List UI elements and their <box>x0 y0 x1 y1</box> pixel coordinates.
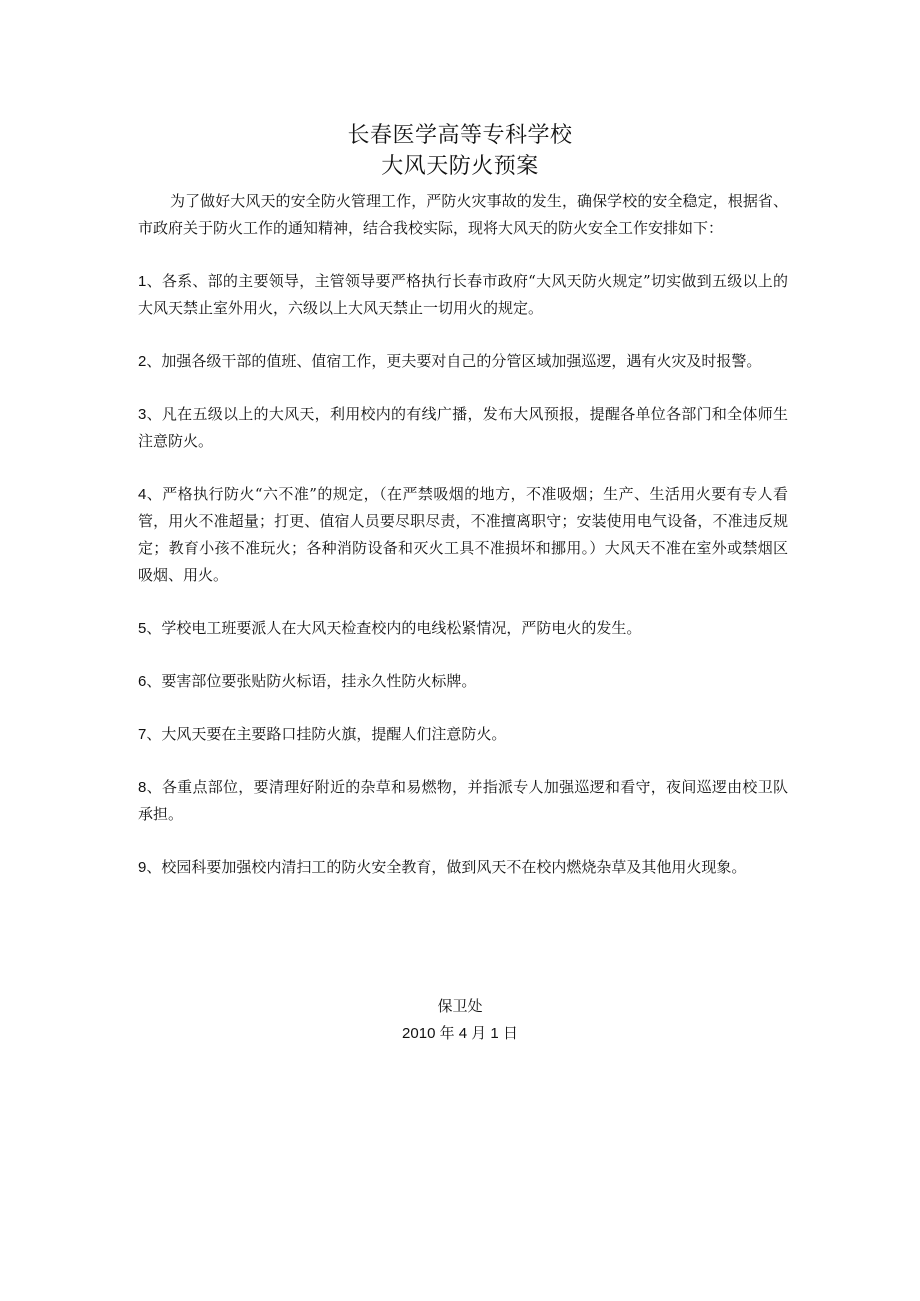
document-subtitle: 大风天防火预案 <box>381 154 539 179</box>
item-number: 2 <box>138 353 147 370</box>
item-text: 、学校电工班要派人在大风天检查校内的电线松紧情况，严防电火的发生。 <box>146 619 642 637</box>
item-number: 5 <box>138 620 147 637</box>
list-item-3 <box>138 401 788 455</box>
signature-block <box>0 992 920 1048</box>
item-text: 、要害部位要张贴防火标语，挂永久性防火标牌。 <box>146 672 477 690</box>
item-number: 6 <box>138 673 147 690</box>
document-body <box>138 188 788 881</box>
list-item-1 <box>138 268 788 322</box>
intro-paragraph: 为了做好大风天的安全防火管理工作，严防火灾事故的发生，确保学校的安全稳定，根据省、市政府关于防火工作的通知精神，结合我校实际，现将大风天的防火安全工作安排如下： <box>138 192 788 237</box>
item-number: 3 <box>138 406 147 423</box>
list-item-7 <box>138 721 788 748</box>
list-item-6 <box>138 668 788 695</box>
item-number: 1 <box>138 273 147 290</box>
item-text: 、校园科要加强校内清扫工的防火安全教育，做到风天不在校内燃烧杂草及其他用火现象。 <box>146 858 747 876</box>
item-text: 、凡在五级以上的大风天，利用校内的有线广播，发布大风预报，提醒各单位各部门和全体师生注意防火。 <box>138 405 788 450</box>
item-number: 9 <box>138 859 147 876</box>
signature-department: 保卫处 <box>437 997 483 1015</box>
item-text: 、各重点部位，要清理好附近的杂草和易燃物，并指派专人加强巡逻和看守，夜间巡逻由校卫队承担。 <box>138 778 788 823</box>
title-block <box>0 120 920 182</box>
document-title: 长春医学高等专科学校 <box>347 123 573 148</box>
item-number: 8 <box>138 779 147 796</box>
item-text: 、加强各级干部的值班、值宿工作，更夫要对自己的分管区域加强巡逻，遇有火灾及时报警。 <box>146 352 762 370</box>
item-number: 4 <box>138 486 147 503</box>
list-item-4 <box>138 481 788 589</box>
list-item-2 <box>138 348 788 375</box>
item-text: 、大风天要在主要路口挂防火旗，提醒人们注意防火。 <box>146 725 507 743</box>
item-text: 、严格执行防火“六不准”的规定，（在严禁吸烟的地方，不准吸烟；生产、生活用火要有专人看管，用火不准超量；打更、值宿人员要尽职尽责，不准擅离职守；安装使用电气设备，不准违反规定；教育小孩不准玩火；各种消防设备和灭火工具不准损坏和挪用。）大风天不准在室外或禁烟区吸烟、用火。 <box>138 485 788 584</box>
list-item-5 <box>138 615 788 642</box>
item-text: 、各系、部的主要领导，主管领导要严格执行长春市政府“大风天防火规定”切实做到五级以上的大风天禁止室外用火，六级以上大风天禁止一切用火的规定。 <box>138 272 788 317</box>
signature-date: 2010 年 4 月 1 日 <box>402 1025 518 1042</box>
list-item-8 <box>138 774 788 828</box>
item-number: 7 <box>138 726 147 743</box>
list-item-9 <box>138 854 788 881</box>
